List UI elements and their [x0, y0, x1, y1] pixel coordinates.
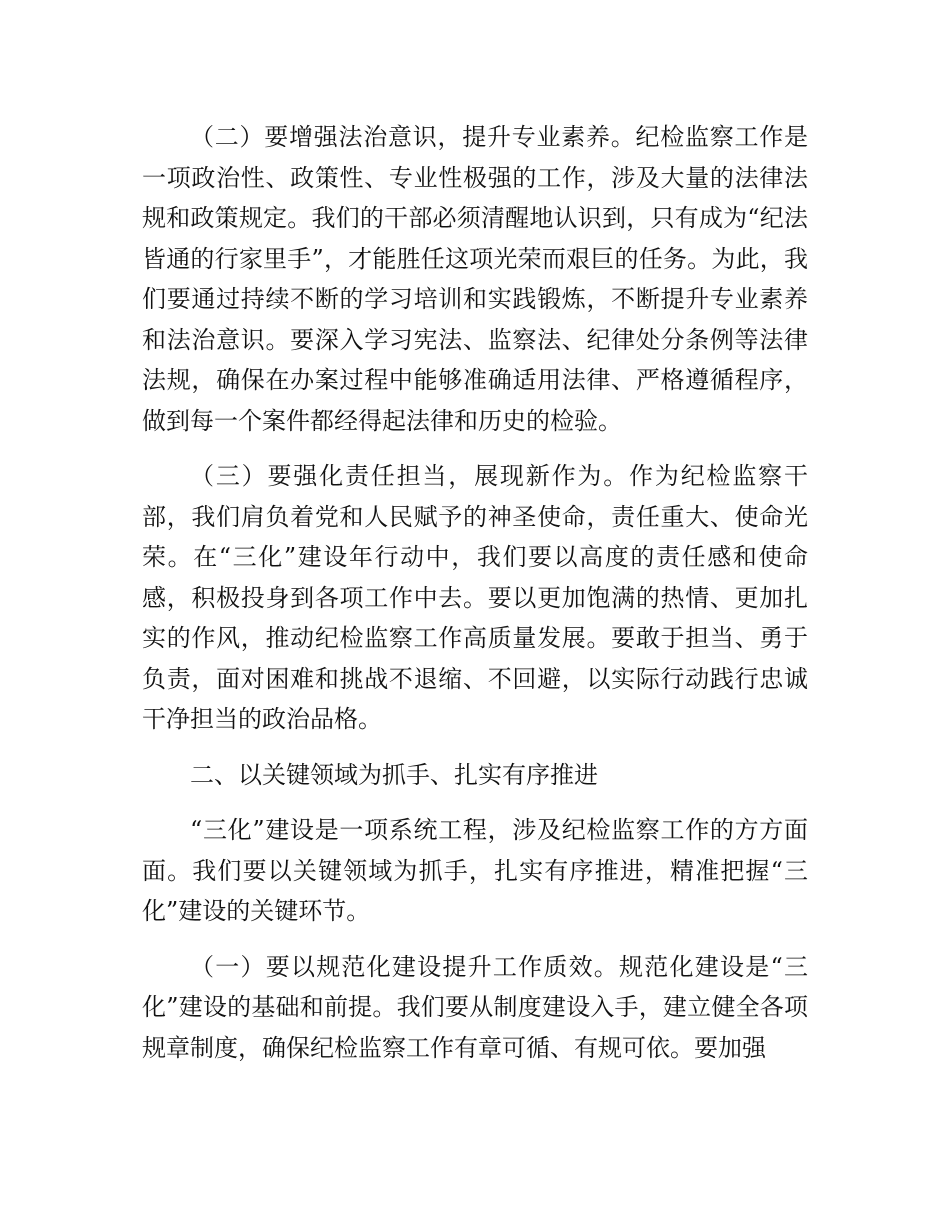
document-body — [142, 117, 808, 1068]
section-heading-key-areas: 二、以关键领域为抓手、扎实有序推进 — [190, 760, 598, 789]
paragraph-standardization: （一）要以规范化建设提升工作质效。规范化建设是“三化”建设的基础和前提。我们要从制度建设入手，建立健全各项规章制度，确保纪检监察工作有章可循、有规可依。要加强 — [142, 952, 808, 1062]
paragraph-responsibility: （三）要强化责任担当，展现新作为。作为纪检监察干部，我们肩负着党和人民赋予的神圣使命，责任重大、使命光荣。在“三化”建设年行动中，我们要以高度的责任感和使命感，积极投身到各项工作中去。要以更加饱满的热情、更加扎实的作风，推动纪检监察工作高质量发展。要敢于担当、勇于负责，面对困难和挑战不退缩、不回避，以实际行动践行忠诚干净担当的政治品格。 — [142, 462, 808, 733]
paragraph-rule-of-law: （二）要增强法治意识，提升专业素养。纪检监察工作是一项政治性、政策性、专业性极强的工作，涉及大量的法律法规和政策规定。我们的干部必须清醒地认识到，只有成为“纪法皆通的行家里手”，才能胜任这项光荣而艰巨的任务。为此，我们要通过持续不断的学习培训和实践锻炼，不断提升专业素养和法治意识。要深入学习宪法、监察法、纪律处分条例等法律法规，确保在办案过程中能够准确适用法律、严格遵循程序，做到每一个案件都经得起法律和历史的检验。 — [142, 123, 808, 435]
paragraph-system-engineering: “三化”建设是一项系统工程，涉及纪检监察工作的方方面面。我们要以关键领域为抓手，扎实有序推进，精准把握“三化”建设的关键环节。 — [142, 816, 808, 925]
paragraph-spacer — [142, 795, 808, 810]
paragraph-spacer — [142, 740, 808, 755]
paragraph-spacer — [142, 932, 808, 947]
paragraph-spacer — [142, 441, 808, 456]
